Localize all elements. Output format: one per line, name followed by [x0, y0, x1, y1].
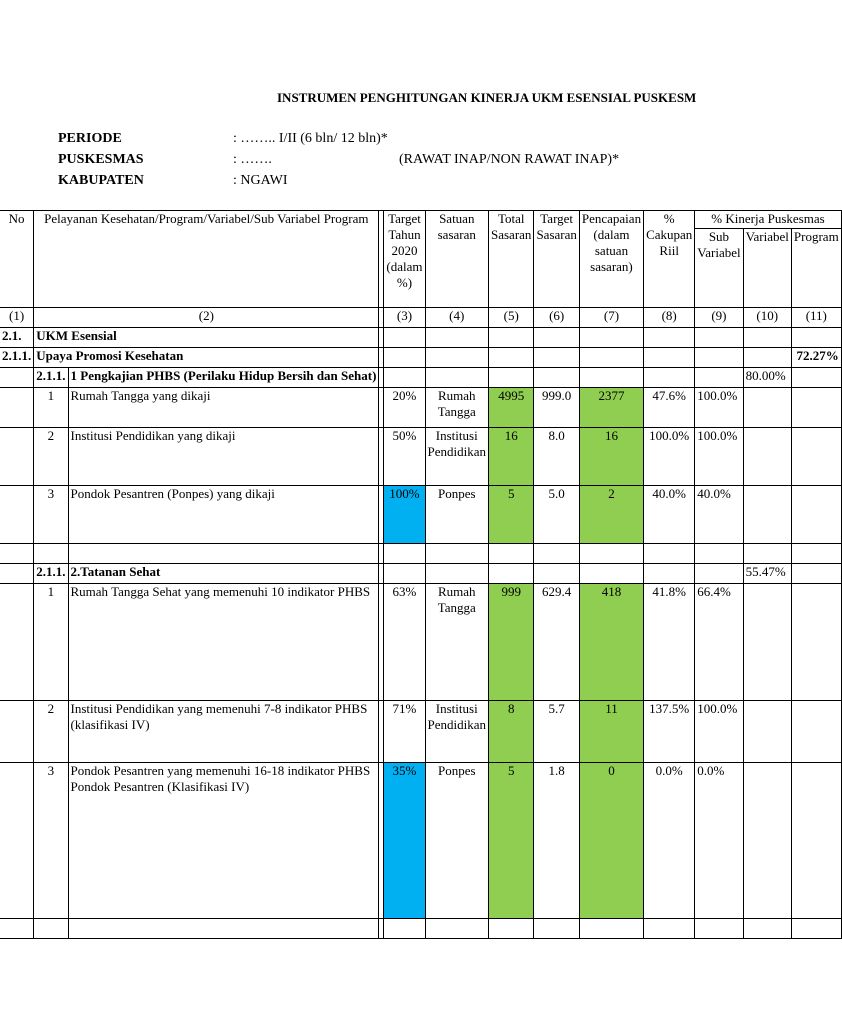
row-target-sasaran: 8.0: [534, 428, 579, 486]
header-pencapaian: Pencapaian (dalam satuan sasaran): [579, 211, 643, 308]
program-percentage: 72.27%: [791, 348, 841, 368]
colnum-9: (9): [695, 308, 743, 328]
row-satuan: Ponpes: [425, 486, 488, 544]
variabel-percentage: 80.00%: [743, 368, 791, 388]
row-cakupan: 137.5%: [644, 701, 695, 763]
row-no: 2: [34, 701, 68, 763]
row-no: 3: [34, 486, 68, 544]
document-title: INSTRUMEN PENGHITUNGAN KINERJA UKM ESENSIAL PUSKESM: [277, 90, 697, 105]
periode-label: PERIODE: [58, 131, 122, 146]
row-total: 5: [489, 763, 534, 919]
section-code: 2.1.1.: [34, 368, 68, 388]
row-total: 999: [489, 584, 534, 701]
row-sub-variabel: 100.0%: [695, 428, 743, 486]
colnum-7: (7): [579, 308, 643, 328]
row-target-sasaran: 629.4: [534, 584, 579, 701]
header-sub-variabel: Sub Variabel: [695, 229, 743, 308]
row-total: 16: [489, 428, 534, 486]
row-cakupan: 40.0%: [644, 486, 695, 544]
puskesmas-label: PUSKESMAS: [58, 152, 144, 167]
section-code: 2.1.1.: [0, 348, 34, 368]
header-total: Total Sasaran: [489, 211, 534, 308]
row-total: 4995: [489, 388, 534, 428]
header-variabel: Variabel: [743, 229, 791, 308]
row-target-sasaran: 5.7: [534, 701, 579, 763]
column-number-row: [0, 308, 841, 328]
header-pelayanan: Pelayanan Kesehatan/Program/Variabel/Sub Variabel Program: [34, 211, 379, 308]
colnum-8: (8): [644, 308, 695, 328]
row-name: Institusi Pendidikan yang dikaji: [68, 428, 379, 486]
row-name: Rumah Tangga yang dikaji: [68, 388, 379, 428]
row-target-sasaran: 5.0: [534, 486, 579, 544]
row-target: 35%: [384, 763, 425, 919]
kabupaten-value: : NGAWI: [233, 173, 288, 188]
header-cakupan: % Cakupan Riil: [644, 211, 695, 308]
variabel-percentage: 55.47%: [743, 564, 791, 584]
header-target-sasaran: Target Sasaran: [534, 211, 579, 308]
row-satuan: Ponpes: [425, 763, 488, 919]
row-sub-variabel: 100.0%: [695, 388, 743, 428]
row-target: 63%: [384, 584, 425, 701]
colnum-1: (1): [0, 308, 34, 328]
section-row-2-1-1-1: [0, 368, 841, 388]
row-pencapaian: 16: [579, 428, 643, 486]
row-sub-variabel: 66.4%: [695, 584, 743, 701]
table-row: [0, 428, 841, 486]
header-row-1: [0, 211, 841, 229]
row-cakupan: 41.8%: [644, 584, 695, 701]
row-satuan: Rumah Tangga: [425, 388, 488, 428]
kabupaten-label: KABUPATEN: [58, 173, 144, 188]
row-pencapaian: 0: [579, 763, 643, 919]
row-sub-variabel: 100.0%: [695, 701, 743, 763]
colnum-6: (6): [534, 308, 579, 328]
row-satuan: Institusi Pendidikan: [425, 701, 488, 763]
row-satuan: Rumah Tangga: [425, 584, 488, 701]
table-row: [0, 701, 841, 763]
row-sub-variabel: 40.0%: [695, 486, 743, 544]
kinerja-table: [0, 210, 842, 939]
colnum-5: (5): [489, 308, 534, 328]
row-target: 50%: [384, 428, 425, 486]
row-name: Pondok Pesantren (Ponpes) yang dikaji: [68, 486, 379, 544]
row-total: 8: [489, 701, 534, 763]
colnum-11: (11): [791, 308, 841, 328]
section-title: UKM Esensial: [34, 328, 379, 348]
section-title: 2.Tatanan Sehat: [68, 564, 379, 584]
periode-value: : …….. I/II (6 bln/ 12 bln)*: [233, 131, 388, 146]
row-no: 3: [34, 763, 68, 919]
blank-row: [0, 919, 841, 939]
row-name: Institusi Pendidikan yang memenuhi 7-8 indikator PHBS (klasifikasi IV): [68, 701, 379, 763]
row-no: 1: [34, 584, 68, 701]
row-satuan: Institusi Pendidikan: [425, 428, 488, 486]
table-row: [0, 388, 841, 428]
puskesmas-value: : …….: [233, 152, 272, 167]
table-row: [0, 584, 841, 701]
colnum-10: (10): [743, 308, 791, 328]
colnum-4: (4): [425, 308, 488, 328]
section-code: 2.1.: [0, 328, 34, 348]
row-cakupan: 0.0%: [644, 763, 695, 919]
section-title: Upaya Promosi Kesehatan: [34, 348, 379, 368]
row-pencapaian: 11: [579, 701, 643, 763]
row-no: 1: [34, 388, 68, 428]
row-pencapaian: 2377: [579, 388, 643, 428]
row-pencapaian: 418: [579, 584, 643, 701]
colnum-3: (3): [384, 308, 425, 328]
header-target-tahun: Target Tahun 2020 (dalam %): [384, 211, 425, 308]
colnum-2: (2): [34, 308, 379, 328]
header-kinerja: % Kinerja Puskesmas: [695, 211, 841, 229]
row-cakupan: 100.0%: [644, 428, 695, 486]
row-target-sasaran: 999.0: [534, 388, 579, 428]
row-cakupan: 47.6%: [644, 388, 695, 428]
row-name: Rumah Tangga Sehat yang memenuhi 10 indikator PHBS: [68, 584, 379, 701]
row-name: Pondok Pesantren yang memenuhi 16-18 indikator PHBS Pondok Pesantren (Klasifikasi IV): [68, 763, 379, 919]
header-satuan: Satuan sasaran: [425, 211, 488, 308]
header-program: Program: [791, 229, 841, 308]
blank-row: [0, 544, 841, 564]
row-total: 5: [489, 486, 534, 544]
row-target: 100%: [384, 486, 425, 544]
table-row: [0, 486, 841, 544]
section-row-2-1: [0, 328, 841, 348]
puskesmas-type-note: (RAWAT INAP/NON RAWAT INAP)*: [399, 152, 620, 167]
row-no: 2: [34, 428, 68, 486]
row-target-sasaran: 1.8: [534, 763, 579, 919]
row-pencapaian: 2: [579, 486, 643, 544]
section-code: 2.1.1.: [34, 564, 68, 584]
row-target: 71%: [384, 701, 425, 763]
table-row: [0, 763, 841, 919]
section-row-2-1-1: [0, 348, 841, 368]
header-no: No: [0, 211, 34, 308]
row-target: 20%: [384, 388, 425, 428]
section-row-2-1-1-2: [0, 564, 841, 584]
section-title: 1 Pengkajian PHBS (Perilaku Hidup Bersih dan Sehat): [70, 368, 377, 383]
row-sub-variabel: 0.0%: [695, 763, 743, 919]
